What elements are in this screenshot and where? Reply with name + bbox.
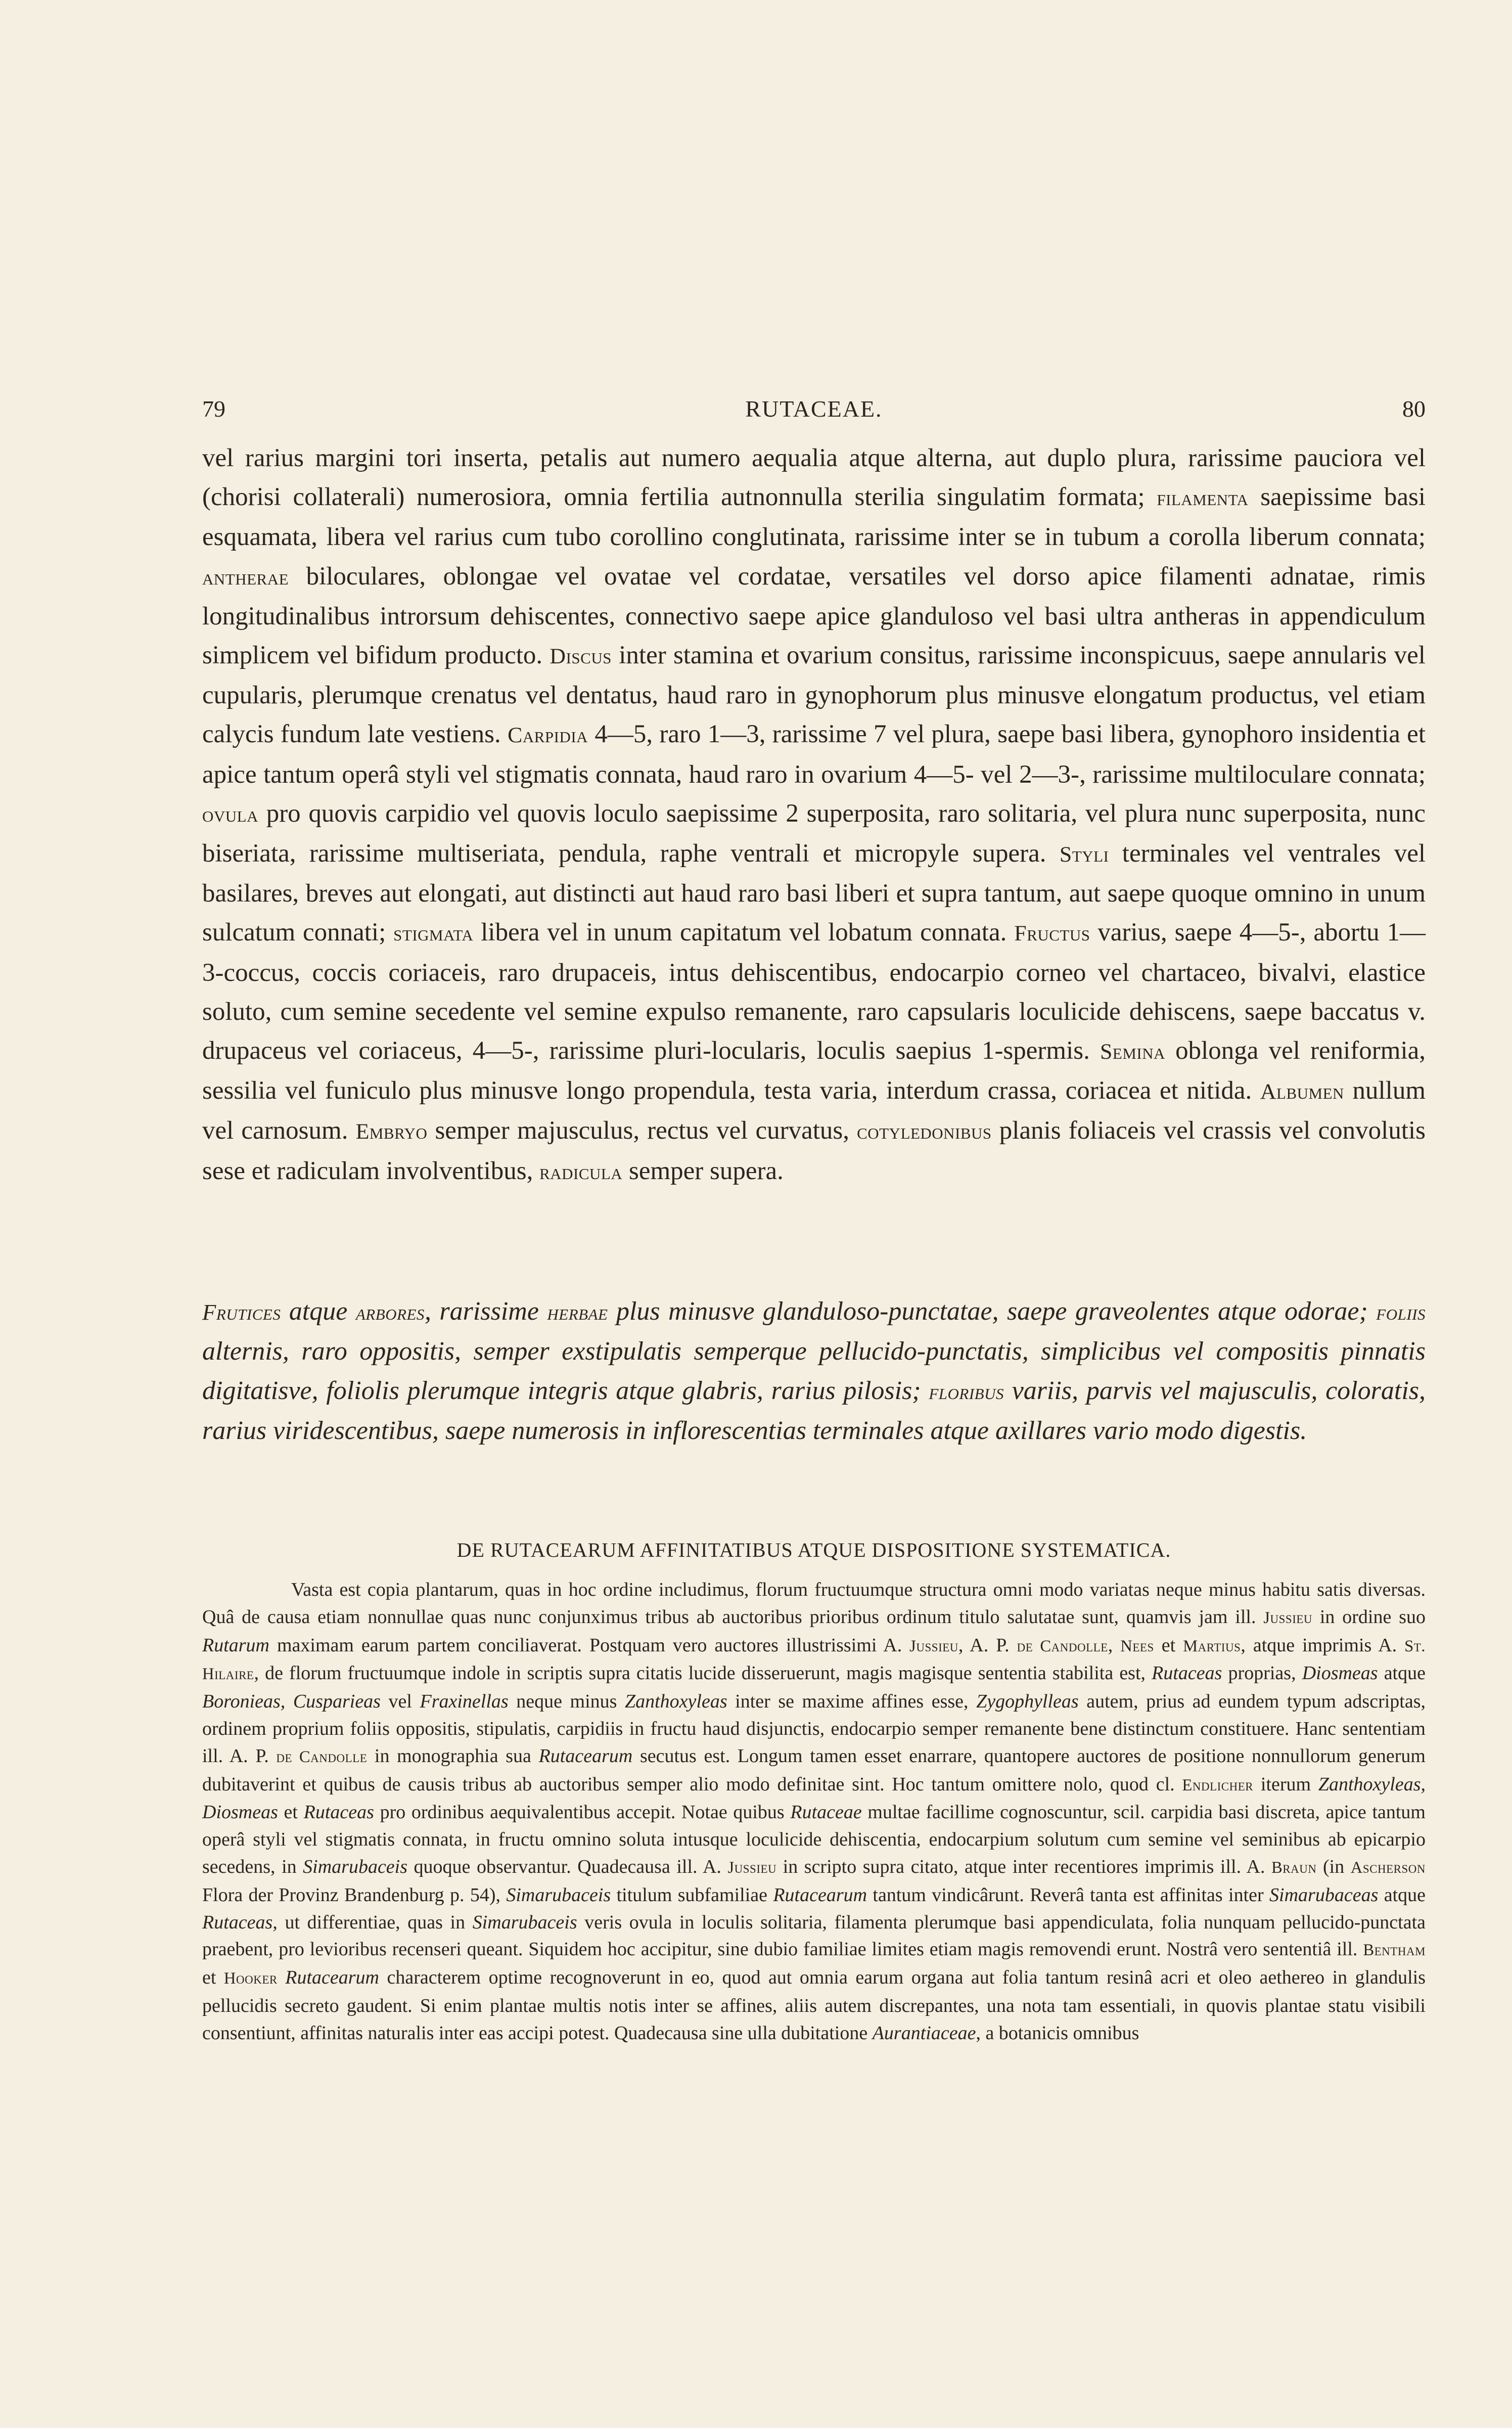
section-heading: DE RUTACEARUM AFFINITATIBUS ATQUE DISPOSITIONE SYSTEMATICA.	[456, 1539, 1171, 1561]
emphasized-term: Zygophylleas	[976, 1691, 1079, 1713]
text-run: , de florum fructuumque indole in scriptis supra citatis lucide disseruerunt, magis magisque sententia stabilita est,	[254, 1662, 1152, 1684]
text-run: alternis, raro oppositis, semper exstipulatis semperque pellucido-punctatis, simplicibus vel compositis pinnatis digitatisve, foliolis plerumque integris atque glabris, rarius pilosis;	[202, 1337, 1426, 1405]
emphasized-term: Boronieas, Cusparieas	[202, 1691, 381, 1713]
emphasized-term: Bentham	[1363, 1941, 1426, 1960]
emphasized-term: Albumen	[1260, 1080, 1344, 1104]
emphasized-term: antherae	[202, 565, 289, 590]
emphasized-term: Discus	[549, 644, 612, 669]
text-run: , A. P.	[958, 1634, 1017, 1656]
emphasized-term: Zanthoxyleas	[624, 1691, 727, 1713]
text-run: atque	[1378, 1662, 1426, 1684]
text-run: Vasta est copia plantarum, quas in hoc ordine includimus, florum fructuumque structura omni modo variatas neque minus habitu satis diversas. Quâ de causa etiam nonnullae quas nunc conjunximus tribus ab auctoribus prioribus ordinum titulo salutatae sunt, quamvis jam ill.	[202, 1579, 1426, 1628]
emphasized-term: Fraxinellas	[420, 1691, 509, 1713]
emphasized-term: ovula	[202, 802, 258, 827]
text-run: plus minusve glanduloso-punctatae, saepe graveolentes atque odorae;	[608, 1297, 1377, 1326]
emphasized-term: Rutaceas	[303, 1802, 374, 1823]
emphasized-term: Zanthoxyleas, Diosmeas	[202, 1773, 1426, 1823]
text-run: , rarissime	[424, 1297, 547, 1326]
emphasized-term: Frutices	[202, 1299, 281, 1325]
text-run: neque minus	[508, 1691, 625, 1713]
text-run: characterem optime recognoverunt in eo, quod aut omnia earum organa aut folia tantum resinâ acri et oleo aethereo in glandulis pellucidis secreto gaudent. Si enim plantae multis notis inter se affines, aliis autem discrepantes, una nota tam essentiali, in quovis plantae statu visibili consentiunt, affinitas naturalis inter eas accipi potest. Quadecausa sine ulla dubitatione	[202, 1967, 1426, 2044]
emphasized-term: Jussieu	[1263, 1608, 1313, 1627]
emphasized-term: arbores	[355, 1299, 425, 1325]
emphasized-term: cotyledonibus	[857, 1119, 992, 1144]
text-run: atque	[281, 1297, 356, 1326]
text-run: vel	[380, 1691, 420, 1713]
text-run: (in	[1316, 1856, 1351, 1877]
emphasized-term: Fructus	[1014, 921, 1090, 946]
text-run: libera vel in unum capitatum vel lobatum connata.	[473, 918, 1015, 947]
emphasized-term: foliis	[1376, 1299, 1426, 1325]
emphasized-term: Rutaceas	[1152, 1662, 1222, 1684]
emphasized-term: herbae	[547, 1299, 608, 1325]
text-run	[278, 1967, 286, 1988]
text-run: maximam earum partem conciliaverat. Postquam vero auctores illustrissimi A.	[269, 1634, 910, 1656]
emphasized-term: Simarubaceis	[303, 1856, 408, 1877]
emphasized-term: Rutacearum	[538, 1745, 633, 1767]
text-run: atque	[1378, 1884, 1426, 1906]
emphasized-term: de Candolle	[1017, 1637, 1108, 1655]
text-run: varius, saepe 4—5-, abortu 1—3-coccus, coccis coriaceis, raro drupaceis, intus dehiscentibus, endocarpio corneo vel chartaceo, bivalvi, elastice soluto, cum semine secedente vel semine expulso remanente, raro capsularis loculicide dehiscens, saepe baccatus v. drupaceus vel coriaceus, 4—5-, rarissime pluri-locularis, loculis saepius 1-spermis.	[202, 918, 1426, 1065]
emphasized-term: Rutaceae	[790, 1802, 862, 1823]
emphasized-term: Braun	[1271, 1858, 1317, 1877]
text-run: et	[1154, 1634, 1183, 1656]
emphasized-term: Simarubaceas	[1269, 1884, 1379, 1906]
emphasized-term: de Candolle	[276, 1747, 368, 1766]
text-run: secutus est. Longum tamen esset enarrare, quantopere auctores de positione nonnullorum generum dubitaverint et quibus de causis tribus ab auctoribus semper alio modo definitae sint. Hoc tantum omittere nolo, quod cl.	[202, 1745, 1426, 1795]
emphasized-term: Carpidia	[508, 723, 588, 748]
emphasized-term: Rutacearum	[773, 1884, 867, 1906]
emphasized-term: Jussieu	[909, 1637, 958, 1655]
emphasized-term: Hooker	[223, 1969, 278, 1988]
text-run: veris ovula in loculis solitaria, filamenta plerumque basi appendiculata, folia nunquam pellucido-punctata praebent, pro levioribus recenseri queant. Siquidem hoc accipitur, sine dubio familiae limites etiam magis removendi erunt. Nostrâ vero sententiâ ill.	[202, 1911, 1426, 1960]
text-run: vel rarius margini tori inserta, petalis aut numero aequalia atque alterna, aut duplo plura, rarissime pauciora vel (chorisi collaterali) numerosiora, omnia fertilia autnonnulla sterilia singulatim formata;	[202, 444, 1426, 512]
page-number-left: 79	[202, 396, 225, 422]
text-run: inter se maxime affines esse,	[727, 1691, 977, 1713]
emphasized-term: Semina	[1099, 1040, 1165, 1064]
emphasized-term: Rutaceas,	[202, 1911, 278, 1933]
text-run: semper majusculus, rectus vel curvatus,	[427, 1116, 857, 1145]
running-title: RUTACEAE.	[745, 396, 883, 422]
emphasized-term: radicula	[539, 1159, 623, 1184]
text-run: multae facillime cognoscuntur, scil. carpidia basi discreta, apice tantum operâ styli vel stigmatis connata, in fructu omnino soluta intusque loculicide dehiscentia, endocarpium solutum cum semine vel seminibus ab epicarpio secedens, in	[202, 1802, 1426, 1877]
emphasized-term: Jussieu	[727, 1858, 777, 1877]
text-run: nullum vel carnosum.	[202, 1076, 1426, 1145]
emphasized-term: Diosmeas	[1302, 1662, 1378, 1684]
text-run: autem, prius ad eundem typum adscriptas, ordinem proprium foliis oppositis, stipulatis, carpidiis in fructu haud disjunctis, endocarpio semper remanente bene distinctum constituere. Hanc sententiam ill. A. P.	[202, 1691, 1426, 1767]
emphasized-term: Styli	[1059, 842, 1109, 867]
text-run: in monographia sua	[367, 1745, 539, 1767]
habit-paragraph	[202, 1292, 1426, 1451]
text-run: inter stamina et ovarium consitus, rarissime inconspicuus, saepe annularis vel cupularis, plerumque crenatus vel dentatus, haud raro in gynophorum plus minusve elongatum productus, vel etiam calycis fundum late vestiens.	[202, 641, 1426, 749]
text-run: pro quovis carpidio vel quovis loculo saepissime 2 superposita, raro solitaria, vel plura nunc superposita, nunc biseriata, rarissime multiseriata, pendula, raphe ventrali et micropyle supera.	[202, 799, 1426, 868]
text-run: et	[202, 1967, 224, 1989]
text-run: ut differentiae, quas in	[277, 1911, 473, 1933]
text-run: variis, parvis vel majusculis, coloratis, rarius viridescentibus, saepe numerosis in inflorescentias terminales atque axillares vario modo digestis.	[202, 1376, 1426, 1445]
text-run: iterum	[1253, 1773, 1318, 1795]
emphasized-term: Endlicher	[1182, 1776, 1254, 1794]
emphasized-term: Martius	[1183, 1637, 1241, 1655]
text-run: biloculares, oblongae vel ovatae vel cordatae, versatiles vel dorso apice filamenti adnatae, rimis longitudinalibus introrsum dehiscentes, connectivo saepe apice glanduloso vel basi ultra antheras in appendiculum simplicem vel bifidum producto.	[202, 562, 1426, 670]
text-run: saepissime basi esquamata, libera vel rarius cum tubo corollino conglutinata, rarissime inter se in tubum a corolla liberum connata;	[202, 483, 1426, 552]
emphasized-term: Simarubaceis	[506, 1884, 611, 1906]
emphasized-term: stigmata	[393, 921, 474, 946]
emphasized-term: filamenta	[1157, 486, 1249, 511]
text-run: semper supera.	[622, 1156, 784, 1185]
running-header	[202, 395, 1426, 431]
text-run: Flora der Provinz Brandenburg p. 54),	[202, 1884, 507, 1906]
text-run: tantum vindicârunt. Reverâ tanta est affinitas inter	[867, 1884, 1270, 1906]
affinity-paragraph	[202, 1577, 1426, 2047]
text-run: terminales vel ventrales vel basilares, breves aut elongati, aut distincti aut haud raro basi liberi et supra tantum, aut saepe quoque omnino in unum sulcatum connati;	[202, 839, 1426, 947]
text-run: proprias,	[1222, 1662, 1302, 1684]
text-run: titulum subfamiliae	[611, 1884, 773, 1906]
emphasized-term: Aurantiaceae	[872, 2022, 976, 2044]
page-number-right: 80	[1402, 396, 1426, 422]
emphasized-term: Rutarum	[202, 1634, 269, 1656]
text-run: in scripto supra citato, atque inter recentiores imprimis ill. A.	[776, 1856, 1272, 1877]
emphasized-term: Simarubaceis	[472, 1911, 577, 1933]
text-run: , atque imprimis A.	[1241, 1634, 1405, 1656]
text-run: oblonga vel reniformia, sessilia vel funiculo plus minusve longo propendula, testa varia, interdum crassa, coriacea et nitida.	[202, 1037, 1426, 1105]
emphasized-term: Embryo	[355, 1119, 428, 1144]
emphasized-term: Rutacearum	[285, 1967, 379, 1989]
text-run: 4—5, raro 1—3, rarissime 7 vel plura, saepe basi libera, gynophoro insidentia et apice tantum operâ styli vel stigmatis connata, haud raro in ovarium 4—5- vel 2—3-, rarissime multiloculare connata;	[202, 720, 1426, 789]
emphasized-term: St. Hilaire	[202, 1637, 1426, 1684]
text-run: pro ordinibus aequivalentibus accepit. Notae quibus	[374, 1802, 791, 1823]
description-paragraph	[202, 439, 1426, 1192]
text-run: ,	[1108, 1634, 1121, 1656]
text-run: et	[278, 1802, 304, 1823]
text-run: in ordine suo	[1312, 1606, 1426, 1628]
emphasized-term: Ascherson	[1350, 1858, 1426, 1877]
emphasized-term: Nees	[1120, 1637, 1154, 1655]
emphasized-term: floribus	[929, 1379, 1004, 1404]
text-run: , a botanicis omnibus	[976, 2022, 1139, 2044]
text-run: planis foliaceis vel crassis vel convolutis sese et radiculam involventibus,	[202, 1116, 1426, 1185]
text-run: quoque observantur. Quadecausa ill. A.	[407, 1856, 728, 1877]
